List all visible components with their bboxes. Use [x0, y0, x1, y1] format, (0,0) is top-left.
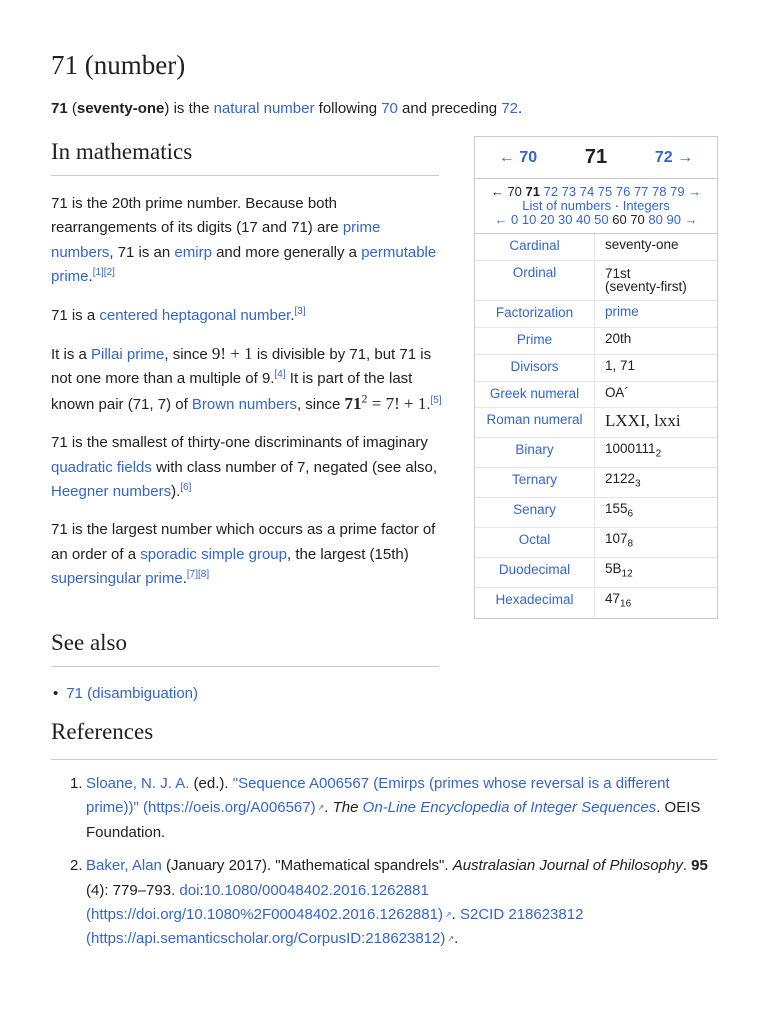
infobox-value: 71st (seventy-first) — [605, 266, 687, 294]
infobox-value: 20th — [605, 331, 632, 346]
infobox-row-greek — [475, 382, 717, 408]
infobox-value: seventy-one — [605, 237, 679, 252]
infobox-value: 1, 71 — [605, 358, 636, 373]
infobox-row-divisors — [475, 355, 717, 382]
quadratic-fields-link[interactable]: quadratic fields — [51, 458, 152, 476]
math-formula: $71^2 = 7$! + 1 — [344, 391, 427, 413]
link-70[interactable]: 70 — [381, 100, 398, 117]
oeis-link[interactable]: "Sequence A006567 (Emirps (primes whose reversal is a different prime))" (https://oeis.org/A006567) ↗ — [86, 775, 670, 816]
doi-link[interactable]: 10.1080/00048402.2016.1262881 (https://doi.org/10.1080%2F00048402.2016.1262881) ↗ — [86, 882, 452, 923]
infobox-value — [595, 301, 717, 327]
infobox-label[interactable]: Ordinal — [475, 261, 595, 300]
number-infobox — [474, 136, 718, 619]
prime-numbers-link[interactable]: prime numbers — [51, 219, 381, 261]
prime-link[interactable]: prime — [605, 304, 639, 319]
sequence-lists: List of numbers · Integers — [522, 198, 670, 213]
infobox-row-ternary — [475, 468, 717, 498]
infobox-label[interactable]: Greek numeral — [475, 382, 595, 407]
infobox-label[interactable]: Ternary — [475, 468, 595, 497]
reference-item: 2. Baker, Alan (January 2017). "Mathematical spandrels". Australasian Journal of Philosophy. 95 (4): 779–793. doi:10.1080/00048402.2016.1262881 (https://doi.org/10.1080%2F00048402.2016.1262881) ↗ . S2CID 218623812 (https://api.semanticscholar.org/CorpusID:218623812) ↗ . — [70, 854, 716, 952]
infobox-label[interactable]: Roman numeral — [475, 408, 595, 437]
infobox-row-duodecimal — [475, 558, 717, 588]
infobox-row-prime — [475, 328, 717, 355]
sequence-tens-links-after[interactable]: 80 90 → — [644, 212, 698, 227]
infobox-label[interactable]: Prime — [475, 328, 595, 354]
list-of-numbers-link[interactable]: List of numbers — [522, 198, 612, 213]
infobox-value: $107_8$ — [605, 531, 634, 550]
infobox-prev-link[interactable]: ← 70 — [498, 148, 538, 166]
math-paragraph-1: 71 is the 20th prime number. Because both rearrangements of its digits (17 and 71) are prime numbers, 71 is an emirp and more generally a permutable prime.[1][2] — [51, 195, 437, 286]
reference-item: 1. Sloane, N. J. A. (ed.). "Sequence A006567 (Emirps (primes whose reversal is a different prime))" (https://oeis.org/A006567) ↗ . The On-Line Encyclopedia of Integer Sequences. OEIS Foundation. — [70, 772, 716, 845]
list-item — [51, 685, 198, 702]
infobox-row-factorization — [475, 301, 717, 328]
citation-link[interactable]: [4] — [274, 369, 286, 381]
supersingular-prime-link[interactable]: supersingular prime — [51, 570, 183, 588]
references-list — [70, 772, 716, 961]
infobox-label[interactable]: Factorization — [475, 301, 595, 327]
infobox-value: $2122_3$ — [605, 471, 641, 490]
citation-link[interactable]: [5] — [430, 394, 442, 406]
infobox-row-cardinal — [475, 234, 717, 261]
lead-paragraph: 71 (seventy-one) is the natural number following 70 and preceding 72. — [51, 100, 523, 117]
see-also-list — [51, 685, 198, 702]
infobox-value: $47_{16}$ — [605, 591, 632, 610]
infobox-row-octal — [475, 528, 717, 558]
citation-link[interactable]: [3] — [294, 305, 306, 317]
citation-link[interactable]: [1][2] — [92, 267, 115, 279]
heegner-numbers-link[interactable]: Heegner numbers — [51, 483, 172, 501]
section-heading-references: References — [51, 719, 717, 760]
infobox-label[interactable]: Binary — [475, 438, 595, 467]
infobox-label[interactable]: Octal — [475, 528, 595, 557]
lead-number: 71 — [51, 100, 68, 117]
infobox-value: $5B_{12}$ — [605, 561, 633, 580]
disambiguation-link[interactable]: 71 (disambiguation) — [66, 685, 199, 702]
infobox-next-link[interactable]: 72 → — [654, 148, 694, 166]
sporadic-simple-group-link[interactable]: sporadic simple group — [140, 545, 287, 563]
integers-link[interactable]: Integers — [622, 198, 670, 213]
permutable-prime-link[interactable]: permutable prime — [51, 243, 437, 286]
centered-heptagonal-link[interactable]: centered heptagonal number — [99, 306, 291, 324]
infobox-current-number: 71 — [584, 146, 608, 168]
infobox-label[interactable]: Senary — [475, 498, 595, 527]
infobox-row-hexadecimal — [475, 588, 717, 618]
lead-words: seventy-one — [76, 100, 165, 117]
sequence-tens: ← 0 10 20 30 40 50 60 70 80 90 → — [494, 212, 698, 227]
math-paragraph-2: 71 is a centered heptagonal number.[3] — [51, 305, 306, 324]
sequence-tens-links-before[interactable]: ← 0 10 20 30 40 50 — [494, 212, 613, 227]
infobox-nav — [475, 137, 717, 179]
infobox-row-senary — [475, 498, 717, 528]
brown-numbers-link[interactable]: Brown numbers — [191, 395, 297, 413]
page-title: 71 (number) — [51, 50, 186, 80]
infobox-sequence — [475, 179, 717, 234]
citation-link[interactable]: [6] — [180, 482, 192, 494]
link-72[interactable]: 72 — [501, 100, 518, 117]
math-paragraph-3: It is a Pillai prime, since 9! + 1 is divisible by 71, but 71 is not one more than a multiple of 9.[4] It is part of the last known pair (71, 7) of Brown numbers, since $71^2 = 7$! + 1.[5] — [51, 344, 442, 413]
mathematics-section — [51, 192, 443, 606]
infobox-row-ordinal — [475, 261, 717, 301]
infobox-label[interactable]: Duodecimal — [475, 558, 595, 587]
infobox-row-binary — [475, 438, 717, 468]
infobox-label[interactable]: Divisors — [475, 355, 595, 381]
section-heading-see-also: See also — [51, 630, 439, 667]
infobox-value: LXXI, lxxi — [605, 411, 681, 430]
infobox-value: ΟΑ´ — [605, 385, 629, 400]
citation-link[interactable]: [7][8] — [186, 569, 210, 581]
math-paragraph-5: 71 is the largest number which occurs as a prime factor of an order of a sporadic simple group, the largest (15th) supersingular prime.[7][8] — [51, 521, 436, 588]
math-formula: 9! + 1 — [211, 344, 253, 364]
author-link[interactable]: Baker, Alan — [86, 857, 162, 875]
infobox-value: $155_6$ — [605, 501, 634, 520]
infobox-row-roman — [475, 408, 717, 438]
sequence-units-links[interactable]: 72 73 74 75 76 77 78 79 → — [539, 184, 702, 199]
natural-number-link[interactable]: natural number — [213, 100, 315, 117]
oeis-work-link[interactable]: On-Line Encyclopedia of Integer Sequences — [362, 799, 657, 817]
author-link[interactable]: Sloane, N. J. A. — [86, 775, 190, 792]
emirp-link[interactable]: emirp — [174, 243, 212, 261]
pillai-prime-link[interactable]: Pillai prime — [91, 346, 165, 364]
section-heading-mathematics: In mathematics — [51, 139, 439, 176]
infobox-label[interactable]: Cardinal — [475, 234, 595, 260]
doi-label-link[interactable]: doi — [179, 881, 200, 899]
math-paragraph-4: 71 is the smallest of thirty-one discriminants of imaginary quadratic fields with class number of 7, negated (see also, Heegner numbers).[6] — [51, 434, 438, 501]
infobox-label[interactable]: Hexadecimal — [475, 588, 595, 618]
infobox-value: $1000111_2$ — [605, 441, 662, 460]
s2cid-link[interactable]: S2CID 218623812 (https://api.semanticscholar.org/CorpusID:218623812) ↗ — [86, 906, 583, 947]
sequence-units: ← 70 71 72 73 74 75 76 77 78 79 → — [490, 184, 702, 199]
